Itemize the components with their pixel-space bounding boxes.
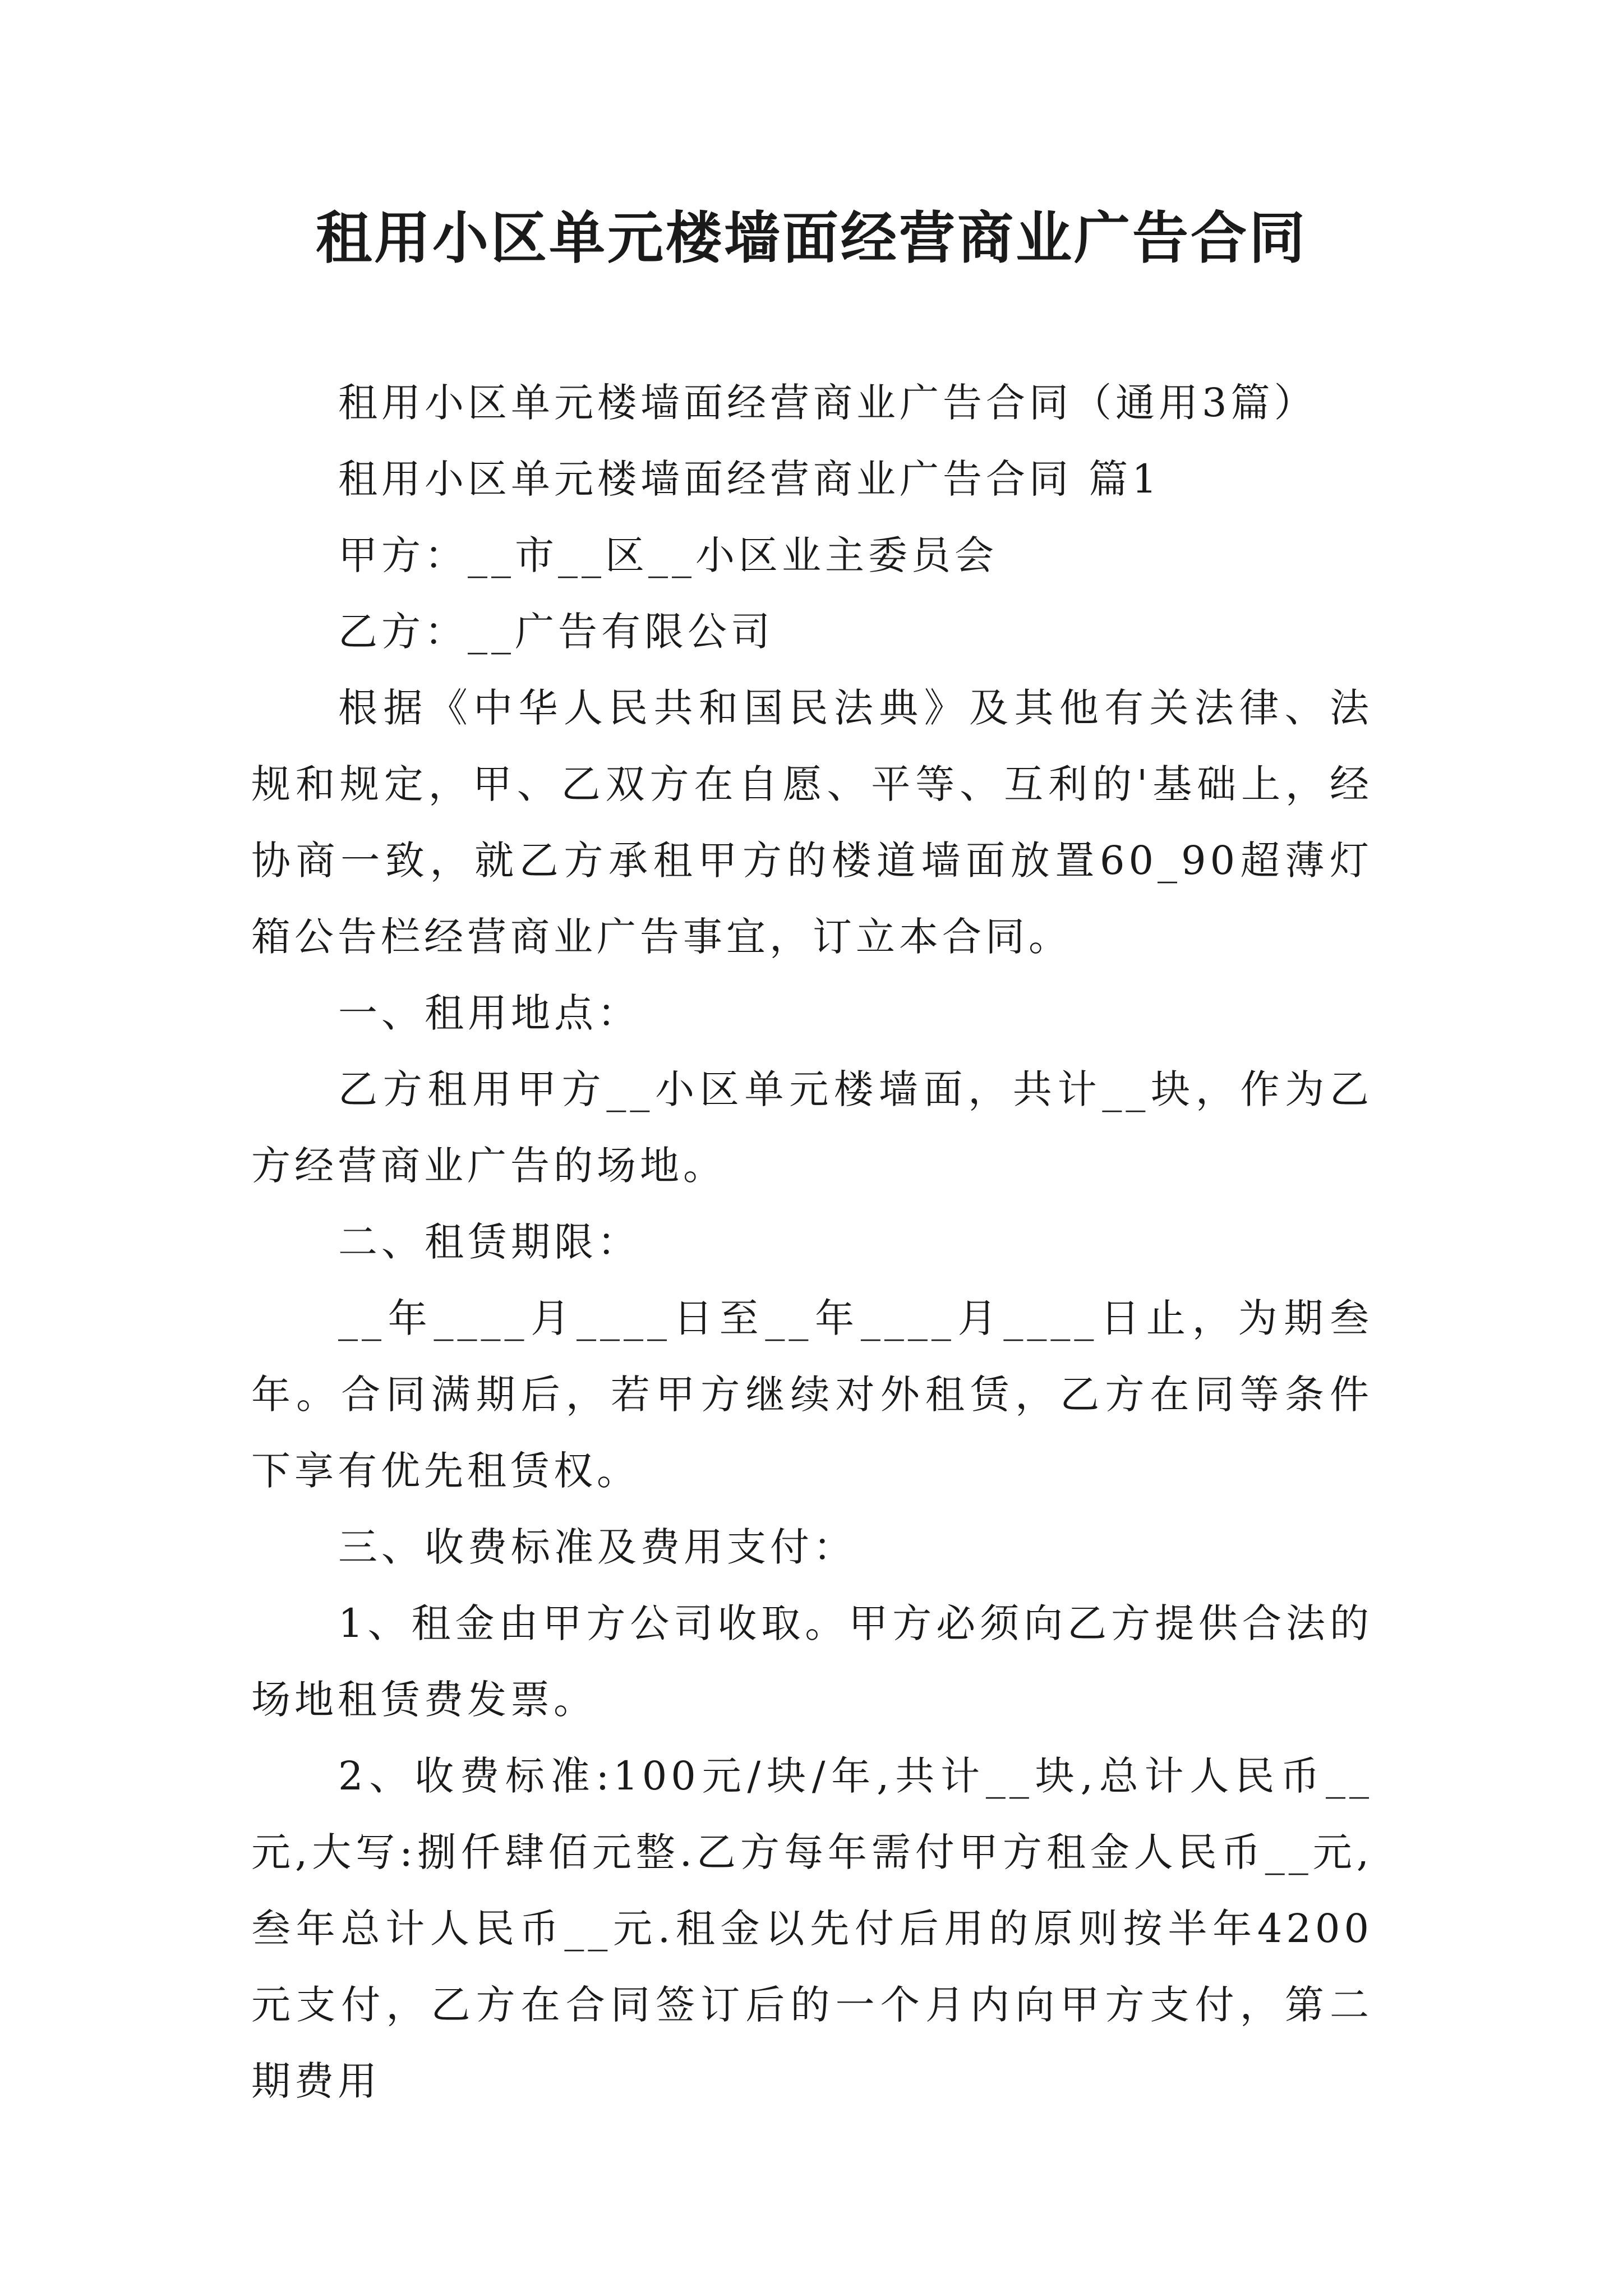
clause-heading-location: 一、租用地点： [338,990,640,1036]
party-b-paragraph: 乙方：__广告有限公司 [338,609,774,655]
document-body [251,365,1373,2119]
section-heading-paragraph: 租用小区单元楼墙面经营商业广告合同 篇1 [338,456,1161,502]
party-a-paragraph: 甲方：__市__区__小区业主委员会 [338,532,998,578]
clause-fees-item-1: 1、租金由甲方公司收取。甲方必须向乙方提供合法的场地租赁费发票。 [251,1600,1373,1723]
clause-term-paragraph: __年____月____日至__年____月____日止，为期叁年。合同满期后，若甲方继续对外租赁，乙方在同等条件下享有优先租赁权。 [251,1295,1373,1494]
preamble-paragraph: 根据《中华人民共和国民法典》及其他有关法律、法规和规定，甲、乙双方在自愿、平等、互利的'基础上，经协商一致，就乙方承租甲方的楼道墙面放置60_90超薄灯箱公告栏经营商业广告事宜，订立本合同。 [251,685,1373,960]
clause-fees-item-2: 2、收费标准:100元/块/年,共计__块,总计人民币__元,大写:捌仟肆佰元整.乙方每年需付甲方租金人民币__元,叁年总计人民币__元.租金以先付后用的原则按半年4200元支付，乙方在合同签订后的一个月内向甲方支付，第二期费用 [251,1753,1373,2104]
clause-location-paragraph: 乙方租用甲方__小区单元楼墙面，共计__块，作为乙方经营商业广告的场地。 [251,1066,1373,1189]
clause-heading-fees: 三、收费标准及费用支付： [338,1524,856,1570]
clause-heading-term: 二、租赁期限： [338,1219,640,1265]
document-title: 租用小区单元楼墙面经营商业广告合同 [316,205,1307,271]
subtitle-paragraph: 租用小区单元楼墙面经营商业广告合同（通用3篇） [338,380,1317,426]
